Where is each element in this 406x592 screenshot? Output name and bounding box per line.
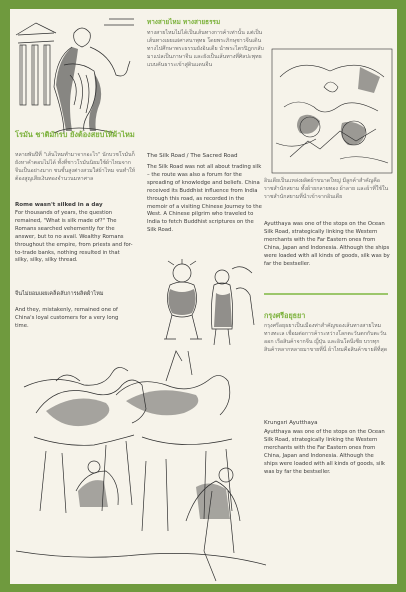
right-body-english-2: Ayutthaya was one of the stops on the Ocean Silk Road, strategically linking the Western merchants with the Far Eastern ones from China, Japan and Indonesia. Although the ships were loaded with all kinds of goods, silk was by far the bestseller. (264, 429, 386, 475)
roman-statue-illustration (14, 15, 138, 133)
right-body-thai-2: กรุงศรีอยุธยาเป็นเมืองท่าสำคัญของเส้นทางสายไหมทางทะเล เชื่อมต่อการค้าระหว่างโลกตะวันตกกับตะวันออก เรือสินค้าจากจีน ญี่ปุ่น และอินโดนีเซีย บรรทุกสินค้าหลากหลายมาขายที่นี่ ผ้าไหมคือสินค้าขายดีที่สุด (264, 323, 388, 353)
camel-caravan-illustration (16, 341, 266, 584)
page (10, 9, 397, 584)
middle-body-english: The Silk Road was not all about trading silk – the route was also a forum for the spreading of knowledge and beliefs. China received its Buddhist influence from India through this road, as recorded in the memoir of a visiting Chinese Journey to the West. A Chinese pilgrim who traveled to India to fetch Buddhist scriptures on the Silk Road. (147, 164, 262, 234)
buddhist-monk-illustration (160, 259, 260, 349)
left-heading-english: Rome wasn't silked in a day (15, 202, 103, 208)
left-body2-english: And they, mistakenly, remained one of China's loyal customers for a very long time. (15, 307, 119, 329)
right-heading-english: Krungsri Ayutthaya (264, 420, 318, 426)
right-body-english: Ayutthaya was one of the stops on the Ocean Silk Road, strategically linking the Western merchants with the Far Eastern ones from China, Japan and Indonesia. Although the ships were loaded with all kinds of goods, silk was by far the bestseller. (264, 221, 390, 267)
indian-fabric-illustration (270, 47, 394, 175)
middle-heading-english: The Silk Road / The Sacred Road (147, 153, 238, 159)
left-heading-thai: โรมัน ชาติมักรบ ยังต้องสยบให้ผ้าไหม (15, 130, 135, 139)
left-body-english: For thousands of years, the question remained, "What is silk made of?" The Romans searched vehemently for the answer, but to no avail. Wealthy Romans throughout the empire, from priests and for-to-trade banks, nothing resulted in that silky, silky, silky thread. (15, 210, 133, 264)
right-body-thai: อินเดียเป็นแหล่งผลิตผ้าขนาดใหญ่ มีลูกค้าสำคัญคือ ราชสำนักสยาม ทั้งผ้ายกลายทอง ผ้าลาย และผ้าที่ใช้ในราชสำนักสยามที่นำเข้าจากอินเดีย (264, 178, 389, 200)
middle-heading-thai: ทางสายไหม ทางสายธรรม (147, 18, 221, 26)
left-heading2-thai: จีนไม่ยอมเผยเคล็ดลับการผลิตผ้าไหม (15, 291, 104, 297)
middle-body-thai: ทางสายไหมไม่ได้เป็นเส้นทางการค้าเท่านั้น แต่เป็นเส้นทางเผยแผ่ศาสนาพุทธ โดยพระภิกษุชาวจีนเดินทางไปศึกษาพระธรรมยังอินเดีย นำพระไตรปิฎกกลับมาแปลเป็นภาษาจีน และยังเป็นเส้นทางที่ศิลปะพุทธแบบคันธาระเข้าสู่ดินแดนจีน (147, 30, 264, 68)
right-heading-thai: กรุงศรีอยุธยา (264, 311, 306, 320)
section-divider (264, 293, 388, 295)
left-body-thai: หลายพันปีที่ "เส้นไหมทำมาจากอะไร" นักบวชโรมันก็ยังหาคำตอบไม่ได้ ทั้งที่ชาวโรมันนิยมใช้ผ้าไหมจากจีนเป็นอย่างมาก ชนชั้นสูงต่างสวมใส่ผ้าไหม จนทำให้ต้องสูญเสียเงินทองจำนวนมหาศาล (15, 152, 136, 182)
